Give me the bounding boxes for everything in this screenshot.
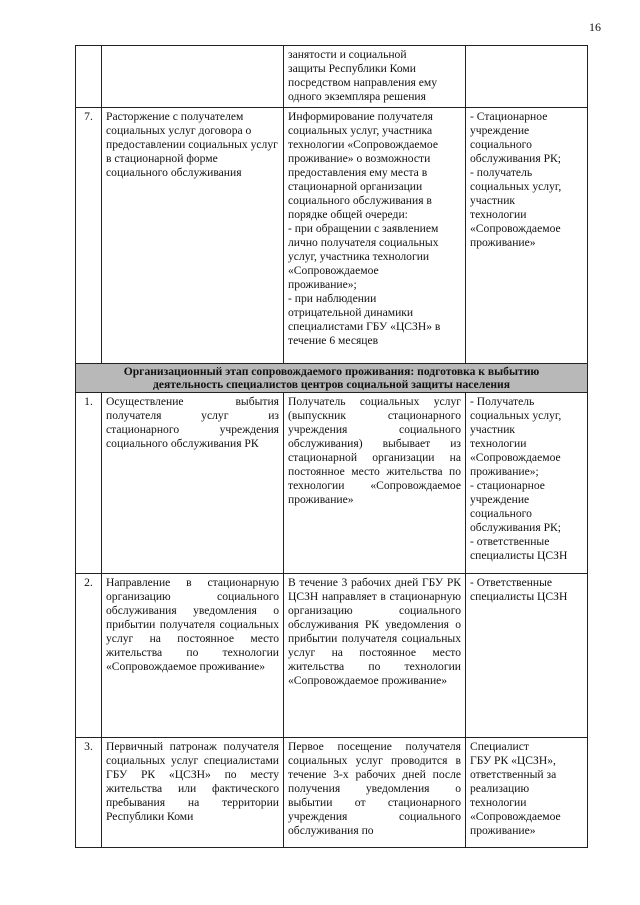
- section-header-line2: деятельность специалистов центров социальной защиты населения: [153, 378, 510, 391]
- content-line: одного экземпляра решения: [288, 90, 426, 103]
- cell-content-continuation: [284, 46, 466, 108]
- cell-responsible-3: [466, 738, 588, 848]
- content-line: - при наблюдении: [288, 292, 377, 305]
- cell-responsible-7: [466, 108, 588, 364]
- content-line: стационарной организации: [288, 180, 423, 193]
- responsible-line: технологии: [470, 437, 527, 450]
- responsible-line: участник: [470, 194, 516, 207]
- responsible-line: - Ответственные: [470, 576, 553, 589]
- responsible-line: - Стационарное: [470, 110, 548, 123]
- content-line: отрицательной динамики: [288, 306, 414, 319]
- cell-content-1: Получатель социальных услуг (выпускник стационарного учреждения социального обслуживания) выбывает из стационарной организации на постоянное место жительства по технологии «Сопровождаемое проживание»: [284, 393, 466, 574]
- cell-responsible-1: [466, 393, 588, 574]
- responsible-line: «Сопровождаемое: [470, 451, 561, 464]
- responsible-line: учреждение: [470, 124, 530, 137]
- responsible-line: «Сопровождаемое: [470, 222, 561, 235]
- responsible-line: - ответственные: [470, 535, 550, 548]
- cell-action-3: Первичный патронаж получателя социальных услуг специалистами ГБУ РК «ЦСЗН» по месту жительства или фактического пребывания на территории Республики Коми: [102, 738, 284, 848]
- responsible-line: - Получатель: [470, 395, 535, 408]
- content-line: предоставления ему места в: [288, 166, 428, 179]
- cell-num-7: 7.: [76, 108, 102, 364]
- cell-action-continuation: [102, 46, 284, 108]
- page-number: 16: [589, 20, 601, 34]
- cell-num-2: 2.: [76, 574, 102, 738]
- responsible-line: специалисты ЦСЗН: [470, 590, 568, 603]
- content-line: социальных услуг, участника: [288, 124, 433, 137]
- section-header-row: [76, 364, 588, 393]
- responsible-line: ГБУ РК «ЦСЗН»,: [470, 754, 556, 767]
- responsible-line: проживание»: [470, 236, 536, 249]
- table-row-7: [76, 108, 588, 364]
- responsible-line: ответственный за: [470, 768, 557, 781]
- cell-responsible-2: [466, 574, 588, 738]
- responsible-line: участник: [470, 423, 516, 436]
- responsible-line: Специалист: [470, 740, 529, 753]
- cell-action-7: Расторжение с получателем социальных услуг договора о предоставлении социальных услуг в стационарной форме социального обслуживания: [102, 108, 284, 364]
- cell-action-1: Осуществление выбытия получателя услуг из стационарного учреждения социального обслуживания РК: [102, 393, 284, 574]
- content-line: социального обслуживания в: [288, 194, 432, 207]
- content-line: услуг, участника технологии: [288, 250, 430, 263]
- content-line: - при обращении с заявлением: [288, 222, 439, 235]
- content-line: защиты Республики Коми: [288, 62, 416, 75]
- table-row-3: [76, 738, 588, 848]
- content-line: специалистами ГБУ «ЦСЗН» в: [288, 320, 441, 333]
- responsible-line: «Сопровождаемое: [470, 810, 561, 823]
- cell-content-3: Первое посещение получателя социальных услуг проводится в течение 3-х рабочих дней после получения уведомления о выбытии от стационарного учреждения социального обслуживания по: [284, 738, 466, 848]
- responsible-line: специалисты ЦСЗН: [470, 549, 568, 562]
- responsible-line: технологии: [470, 796, 527, 809]
- content-line: проживание»;: [288, 278, 357, 291]
- cell-responsible-continuation: [466, 46, 588, 108]
- content-line: «Сопровождаемое: [288, 264, 379, 277]
- responsible-line: проживание»: [470, 824, 536, 837]
- responsible-line: социального: [470, 507, 532, 520]
- responsible-line: социальных услуг,: [470, 180, 562, 193]
- table-row-1: [76, 393, 588, 574]
- content-line: порядке общей очереди:: [288, 208, 408, 221]
- responsible-line: проживание»;: [470, 465, 539, 478]
- content-line: Информирование получателя: [288, 110, 434, 123]
- content-line: проживание» о возможности: [288, 152, 431, 165]
- section-header: [76, 364, 588, 393]
- content-line: посредством направления ему: [288, 76, 438, 89]
- responsible-line: - получатель: [470, 166, 533, 179]
- table-row-continuation: [76, 46, 588, 108]
- section-header-line1: Организационный этап сопровождаемого проживания: подготовка к выбытию: [123, 365, 540, 378]
- content-line: технологии «Сопровождаемое: [288, 138, 438, 151]
- cell-num-1: 1.: [76, 393, 102, 574]
- content-line: течение 6 месяцев: [288, 334, 379, 347]
- cell-action-2: Направление в стационарную организацию социального обслуживания уведомления о прибытии получателя социальных услуг на постоянное место жительства по технологии «Сопровождаемое проживание»: [102, 574, 284, 738]
- procedure-table: [75, 45, 588, 848]
- cell-num-3: 3.: [76, 738, 102, 848]
- responsible-line: реализацию: [470, 782, 530, 795]
- responsible-line: обслуживания РК;: [470, 152, 561, 165]
- responsible-line: социального: [470, 138, 532, 151]
- responsible-line: учреждение: [470, 493, 530, 506]
- cell-content-7: [284, 108, 466, 364]
- responsible-line: технологии: [470, 208, 527, 221]
- responsible-line: - стационарное: [470, 479, 545, 492]
- responsible-line: обслуживания РК;: [470, 521, 561, 534]
- cell-num-continuation: [76, 46, 102, 108]
- cell-content-2: В течение 3 рабочих дней ГБУ РК ЦСЗН направляет в стационарную организацию социального обслуживания РК уведомления о прибытии получателя социальных услуг на постоянное место жительства по технологии «Сопровождаемое проживание»: [284, 574, 466, 738]
- responsible-line: социальных услуг,: [470, 409, 562, 422]
- table-row-2: [76, 574, 588, 738]
- content-line: лично получателя социальных: [288, 236, 439, 249]
- content-line: занятости и социальной: [288, 48, 407, 61]
